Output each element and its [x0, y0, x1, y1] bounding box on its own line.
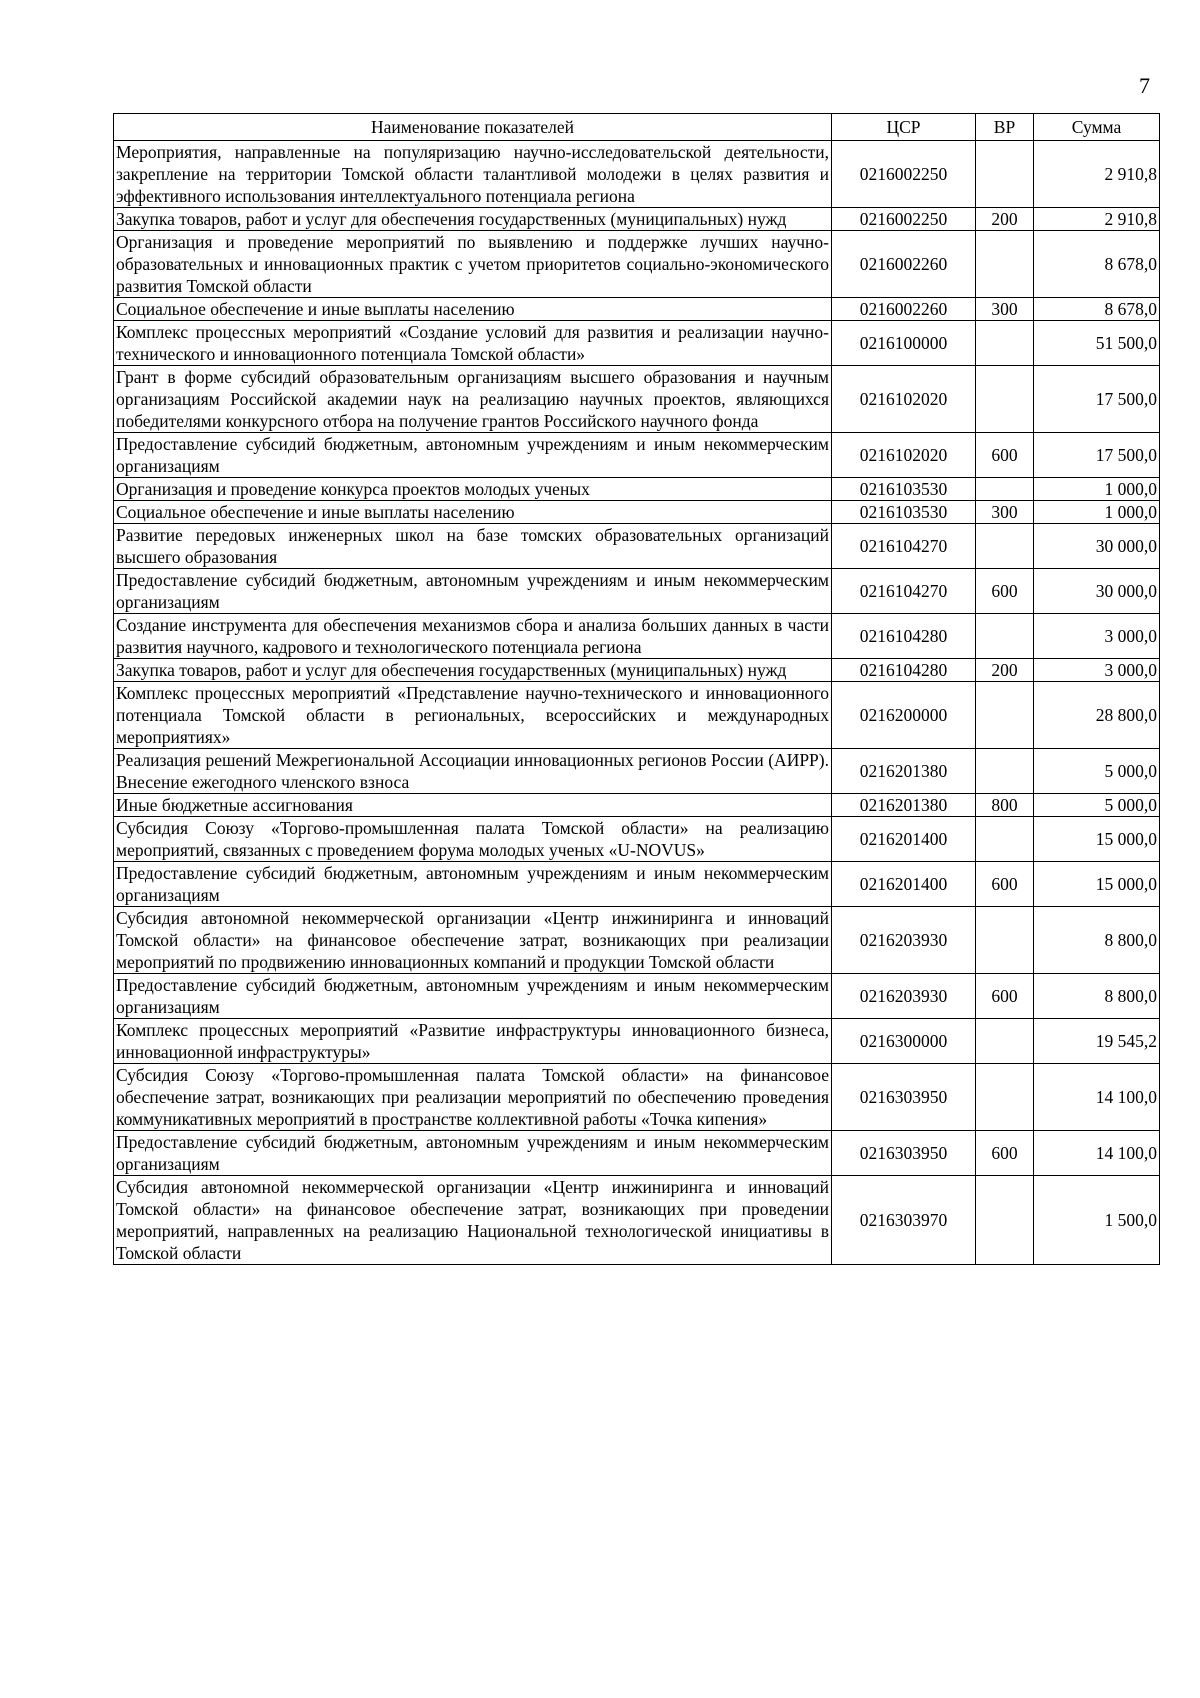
- table-row: [114, 231, 1160, 298]
- table-row: [114, 659, 1160, 682]
- table-row: [114, 794, 1160, 817]
- table-row: [114, 569, 1160, 614]
- sum-cell: 5 000,0: [1034, 794, 1160, 817]
- table-row: [114, 1176, 1160, 1265]
- sum-cell: 3 000,0: [1034, 659, 1160, 682]
- name-cell: Предоставление субсидий бюджетным, автономным учреждениям и иным некоммерческим организациям: [114, 974, 832, 1019]
- vr-cell: [976, 749, 1034, 794]
- name-cell: Организация и проведение конкурса проектов молодых ученых: [114, 478, 832, 501]
- sum-cell: 8 678,0: [1034, 231, 1160, 298]
- name-cell: Субсидия Союзу «Торгово-промышленная палата Томской области» на финансовое обеспечение затрат, возникающих при реализации мероприятий по обеспечению проведения коммуникативных мероприятий в пространстве коллективной работы «Точка кипения»: [114, 1064, 832, 1131]
- csr-cell: 0216201400: [832, 862, 976, 907]
- sum-cell: 8 678,0: [1034, 298, 1160, 321]
- sum-cell: 30 000,0: [1034, 569, 1160, 614]
- header-sum: Сумма: [1034, 114, 1160, 141]
- name-cell: Комплекс процессных мероприятий «Создание условий для развития и реализации научно-технического и инновационного потенциала Томской области»: [114, 321, 832, 366]
- vr-cell: [976, 614, 1034, 659]
- name-cell: Создание инструмента для обеспечения механизмов сбора и анализа больших данных в части развития научного, кадрового и технологического потенциала региона: [114, 614, 832, 659]
- table-row: [114, 478, 1160, 501]
- table-header-row: [114, 114, 1160, 141]
- sum-cell: 1 000,0: [1034, 501, 1160, 524]
- csr-cell: 0216203930: [832, 974, 976, 1019]
- name-cell: Закупка товаров, работ и услуг для обеспечения государственных (муниципальных) нужд: [114, 208, 832, 231]
- table-row: [114, 1064, 1160, 1131]
- vr-cell: [976, 366, 1034, 433]
- vr-cell: 600: [976, 433, 1034, 478]
- name-cell: Закупка товаров, работ и услуг для обеспечения государственных (муниципальных) нужд: [114, 659, 832, 682]
- sum-cell: 2 910,8: [1034, 208, 1160, 231]
- sum-cell: 51 500,0: [1034, 321, 1160, 366]
- name-cell: Субсидия Союзу «Торгово-промышленная палата Томской области» на реализацию мероприятий, связанных с проведением форума молодых ученых «U-NOVUS»: [114, 817, 832, 862]
- vr-cell: 800: [976, 794, 1034, 817]
- vr-cell: [976, 1019, 1034, 1064]
- name-cell: Социальное обеспечение и иные выплаты населению: [114, 298, 832, 321]
- table-row: [114, 141, 1160, 208]
- header-csr: ЦСР: [832, 114, 976, 141]
- table-row: [114, 433, 1160, 478]
- vr-cell: [976, 321, 1034, 366]
- vr-cell: 300: [976, 298, 1034, 321]
- vr-cell: [976, 478, 1034, 501]
- vr-cell: [976, 1064, 1034, 1131]
- vr-cell: [976, 817, 1034, 862]
- name-cell: Иные бюджетные ассигнования: [114, 794, 832, 817]
- sum-cell: 8 800,0: [1034, 907, 1160, 974]
- csr-cell: 0216200000: [832, 682, 976, 749]
- table-row: [114, 298, 1160, 321]
- vr-cell: 300: [976, 501, 1034, 524]
- sum-cell: 28 800,0: [1034, 682, 1160, 749]
- table-row: [114, 862, 1160, 907]
- csr-cell: 0216103530: [832, 501, 976, 524]
- name-cell: Предоставление субсидий бюджетным, автономным учреждениям и иным некоммерческим организациям: [114, 569, 832, 614]
- sum-cell: 14 100,0: [1034, 1064, 1160, 1131]
- vr-cell: [976, 231, 1034, 298]
- table-row: [114, 614, 1160, 659]
- table-row: [114, 1019, 1160, 1064]
- sum-cell: 5 000,0: [1034, 749, 1160, 794]
- name-cell: Грант в форме субсидий образовательным организациям высшего образования и научным организациям Российской академии наук на реализацию научных проектов, являющихся победителями конкурсного отбора на получение грантов Российского научного фонда: [114, 366, 832, 433]
- csr-cell: 0216002260: [832, 231, 976, 298]
- table-row: [114, 974, 1160, 1019]
- csr-cell: 0216103530: [832, 478, 976, 501]
- sum-cell: 19 545,2: [1034, 1019, 1160, 1064]
- csr-cell: 0216104270: [832, 524, 976, 569]
- name-cell: Социальное обеспечение и иные выплаты населению: [114, 501, 832, 524]
- name-cell: Развитие передовых инженерных школ на базе томских образовательных организаций высшего образования: [114, 524, 832, 569]
- name-cell: Предоставление субсидий бюджетным, автономным учреждениям и иным некоммерческим организациям: [114, 862, 832, 907]
- csr-cell: 0216201380: [832, 749, 976, 794]
- name-cell: Реализация решений Межрегиональной Ассоциации инновационных регионов России (АИРР). Внесение ежегодного членского взноса: [114, 749, 832, 794]
- vr-cell: 200: [976, 208, 1034, 231]
- sum-cell: 15 000,0: [1034, 817, 1160, 862]
- table-row: [114, 321, 1160, 366]
- table-row: [114, 682, 1160, 749]
- sum-cell: 17 500,0: [1034, 366, 1160, 433]
- vr-cell: 600: [976, 1131, 1034, 1176]
- table-row: [114, 907, 1160, 974]
- csr-cell: 0216303950: [832, 1064, 976, 1131]
- table-row: [114, 817, 1160, 862]
- sum-cell: 1 000,0: [1034, 478, 1160, 501]
- csr-cell: 0216303950: [832, 1131, 976, 1176]
- csr-cell: 0216100000: [832, 321, 976, 366]
- budget-table: [113, 113, 1160, 1265]
- table-row: [114, 366, 1160, 433]
- table-body: [114, 141, 1160, 1265]
- header-vr: ВР: [976, 114, 1034, 141]
- csr-cell: 0216102020: [832, 433, 976, 478]
- csr-cell: 0216002250: [832, 208, 976, 231]
- sum-cell: 2 910,8: [1034, 141, 1160, 208]
- name-cell: Предоставление субсидий бюджетным, автономным учреждениям и иным некоммерческим организациям: [114, 433, 832, 478]
- vr-cell: 600: [976, 569, 1034, 614]
- csr-cell: 0216201400: [832, 817, 976, 862]
- vr-cell: [976, 1176, 1034, 1265]
- vr-cell: 600: [976, 862, 1034, 907]
- page-number: 7: [1139, 73, 1150, 98]
- table-row: [114, 208, 1160, 231]
- table-row: [114, 524, 1160, 569]
- vr-cell: [976, 524, 1034, 569]
- csr-cell: 0216104280: [832, 659, 976, 682]
- name-cell: Комплекс процессных мероприятий «Представление научно-технического и инновационного потенциала Томской области в региональных, всероссийских и международных мероприятиях»: [114, 682, 832, 749]
- name-cell: Субсидия автономной некоммерческой организации «Центр инжиниринга и инноваций Томской области» на финансовое обеспечение затрат, возникающих при проведении мероприятий, направленных на реализацию Национальной технологической инициативы в Томской области: [114, 1176, 832, 1265]
- vr-cell: 600: [976, 974, 1034, 1019]
- csr-cell: 0216104280: [832, 614, 976, 659]
- vr-cell: 200: [976, 659, 1034, 682]
- vr-cell: [976, 907, 1034, 974]
- name-cell: Субсидия автономной некоммерческой организации «Центр инжиниринга и инноваций Томской области» на финансовое обеспечение затрат, возникающих при реализации мероприятий по продвижению инновационных компаний и продукции Томской области: [114, 907, 832, 974]
- sum-cell: 14 100,0: [1034, 1131, 1160, 1176]
- csr-cell: 0216002250: [832, 141, 976, 208]
- table-row: [114, 749, 1160, 794]
- table-row: [114, 501, 1160, 524]
- csr-cell: 0216104270: [832, 569, 976, 614]
- sum-cell: 30 000,0: [1034, 524, 1160, 569]
- csr-cell: 0216102020: [832, 366, 976, 433]
- csr-cell: 0216303970: [832, 1176, 976, 1265]
- header-name: Наименование показателей: [114, 114, 832, 141]
- csr-cell: 0216300000: [832, 1019, 976, 1064]
- name-cell: Комплекс процессных мероприятий «Развитие инфраструктуры инновационного бизнеса, инновационной инфраструктуры»: [114, 1019, 832, 1064]
- csr-cell: 0216201380: [832, 794, 976, 817]
- sum-cell: 15 000,0: [1034, 862, 1160, 907]
- name-cell: Предоставление субсидий бюджетным, автономным учреждениям и иным некоммерческим организациям: [114, 1131, 832, 1176]
- csr-cell: 0216203930: [832, 907, 976, 974]
- sum-cell: 8 800,0: [1034, 974, 1160, 1019]
- sum-cell: 17 500,0: [1034, 433, 1160, 478]
- vr-cell: [976, 141, 1034, 208]
- name-cell: Организация и проведение мероприятий по выявлению и поддержке лучших научно-образовательных и инновационных практик с учетом приоритетов социально-экономического развития Томской области: [114, 231, 832, 298]
- table-row: [114, 1131, 1160, 1176]
- vr-cell: [976, 682, 1034, 749]
- sum-cell: 1 500,0: [1034, 1176, 1160, 1265]
- sum-cell: 3 000,0: [1034, 614, 1160, 659]
- csr-cell: 0216002260: [832, 298, 976, 321]
- name-cell: Мероприятия, направленные на популяризацию научно-исследовательской деятельности, закрепление на территории Томской области талантливой молодежи в целях развития и эффективного использования интеллектуального потенциала региона: [114, 141, 832, 208]
